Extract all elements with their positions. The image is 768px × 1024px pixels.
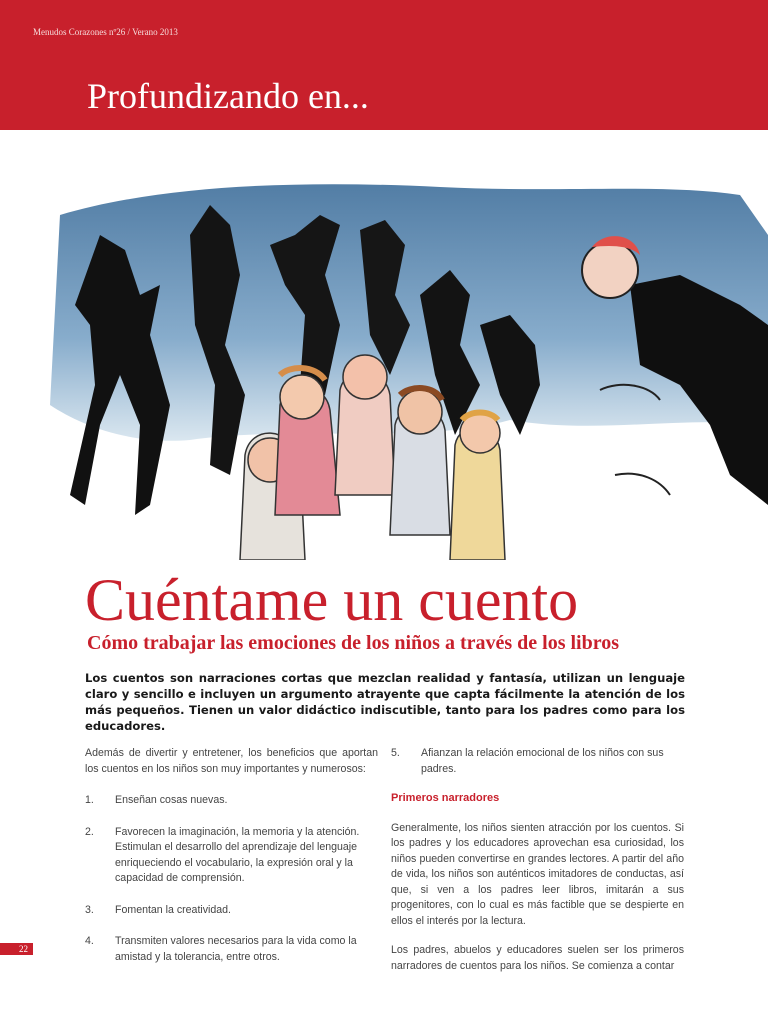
list-item-text: Afianzan la relación emocional de los niños con sus padres. bbox=[421, 747, 664, 775]
list-item-number: 2. bbox=[85, 825, 94, 838]
column-right bbox=[391, 746, 684, 974]
list-item bbox=[85, 903, 378, 919]
list-item bbox=[391, 746, 684, 777]
list-item-number: 1. bbox=[85, 794, 94, 806]
column-left bbox=[85, 746, 378, 965]
list-item bbox=[85, 934, 378, 965]
section-subheading: Primeros narradores bbox=[391, 792, 500, 804]
section-title: Profundizando en... bbox=[87, 76, 369, 116]
issue-label: Menudos Corazones nº26 / Verano 2013 bbox=[33, 27, 178, 37]
list-item-text: Transmiten valores necesarios para la vida como la amistad y la tolerancia, entre otros. bbox=[115, 935, 357, 963]
list-item-number: 3. bbox=[85, 903, 94, 916]
list-item bbox=[85, 793, 378, 809]
list-item-text: Enseñan cosas nuevas. bbox=[115, 794, 228, 806]
header-banner bbox=[0, 0, 768, 130]
story-illustration bbox=[40, 175, 768, 560]
list-item-text: Favorecen la imaginación, la memoria y la atención. Estimulan el desarrollo del aprendizaje del lenguaje enriqueciendo el vocabulario, la expresión oral y la capacidad de comprensión. bbox=[115, 825, 360, 884]
page-number: 22 bbox=[0, 943, 33, 955]
article-title: Cuéntame un cuento bbox=[85, 567, 579, 633]
body-paragraph: Generalmente, los niños sienten atracción por los cuentos. Si los padres y los educadores aprovechan esa curiosidad, los niños pueden convertirse en grandes lectores. A partir del año de vida, los niños son auténticos imitadores de conductas, así que, si ven a los padres leer libros, imitarán a sus progenitores, con lo cual es más factible que se despierte en ellos el interés por la lectura. bbox=[391, 821, 684, 927]
body-paragraph: Los padres, abuelos y educadores suelen ser los primeros narradores de cuentos para los niños. Se comienza a contar bbox=[391, 944, 684, 972]
intro-paragraph: Además de divertir y entretener, los beneficios que aportan los cuentos en los niños son muy importantes y numerosos: bbox=[85, 747, 378, 775]
article-subtitle: Cómo trabajar las emociones de los niños a través de los libros bbox=[87, 632, 620, 654]
list-item-number: 4. bbox=[85, 935, 94, 947]
list-item bbox=[85, 825, 378, 887]
article-lead: Los cuentos son narraciones cortas que mezclan realidad y fantasía, utilizan un lenguaje claro y sencillo e incluyen un argumento atrayente que capta fácilmente la atención de los más pequeños. Tienen un valor didáctico indiscutible, tanto para los padres como para los educadores. bbox=[85, 671, 685, 733]
list-item-text: Fomentan la creatividad. bbox=[115, 903, 232, 916]
list-item-number: 5. bbox=[391, 747, 400, 759]
